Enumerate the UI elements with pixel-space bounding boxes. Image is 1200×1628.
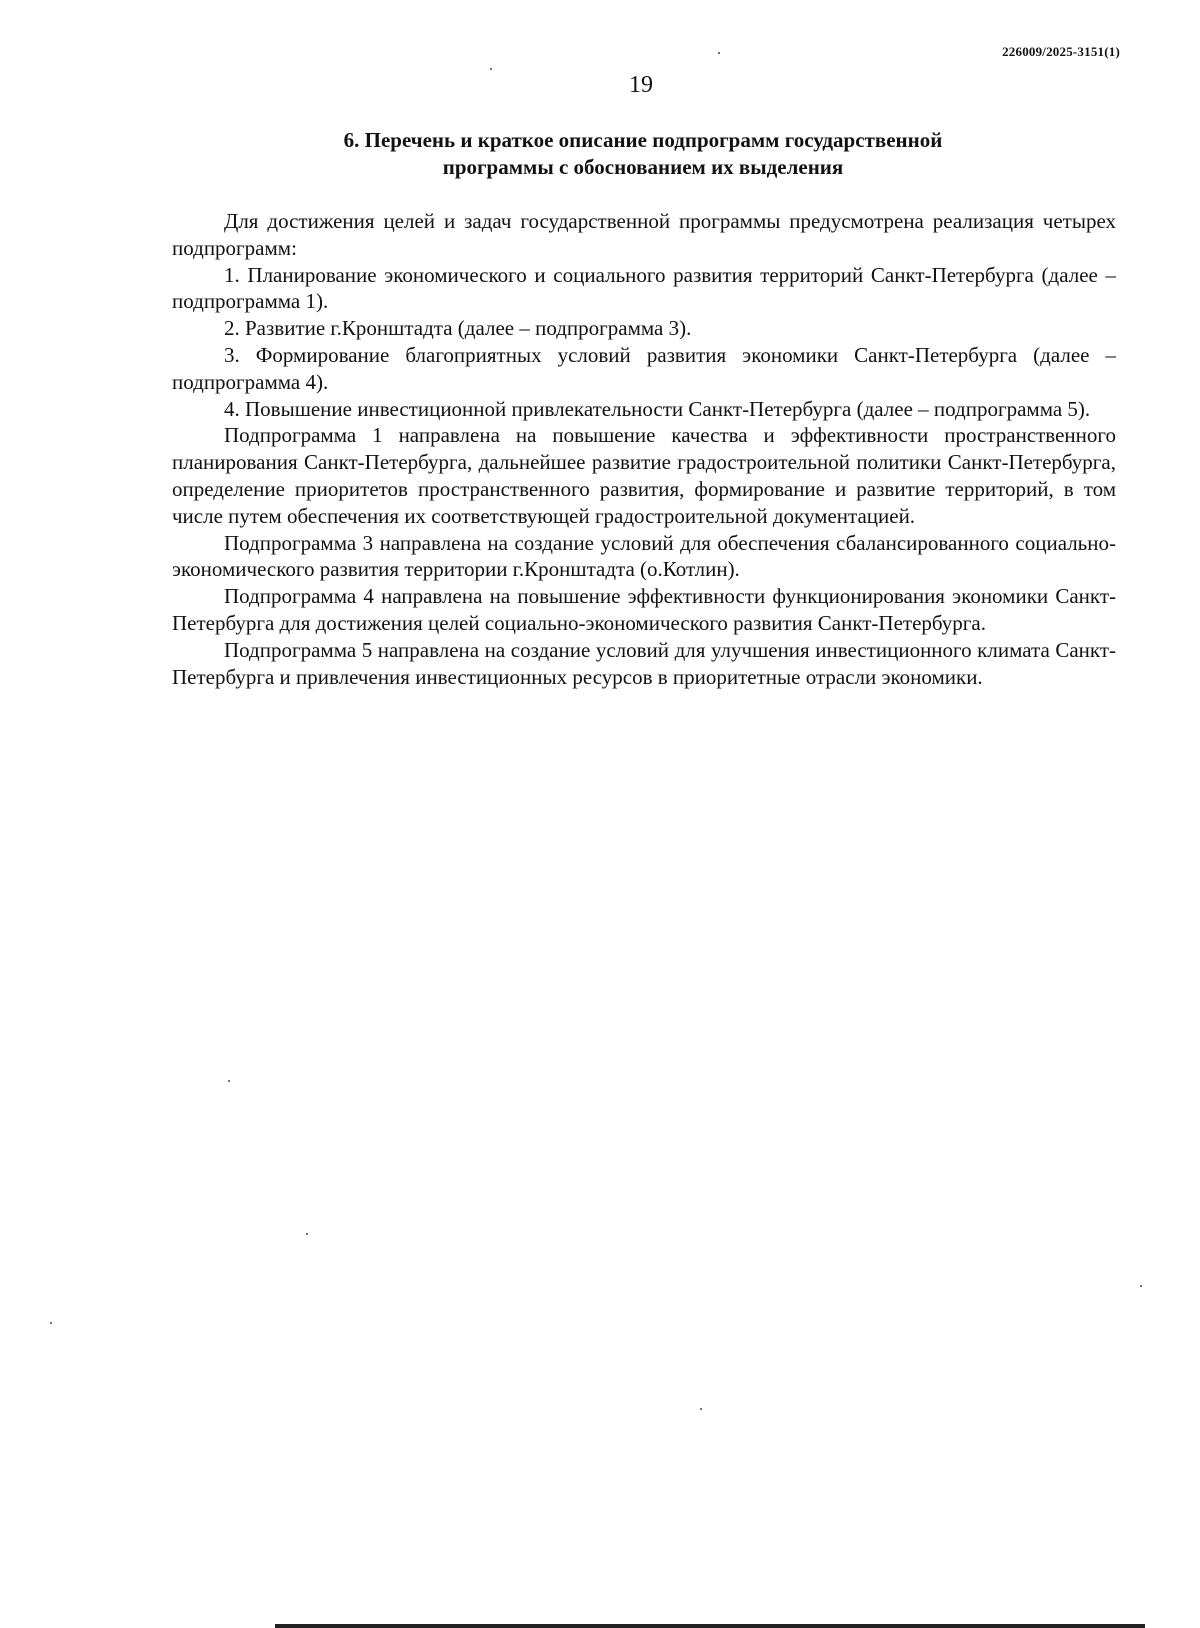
scan-bottom-edge — [275, 1624, 1145, 1628]
section-heading-line-1: 6. Перечень и краткое описание подпрограмм государственной — [343, 128, 943, 152]
paragraph-intro: Для достижения целей и задач государственной программы предусмотрена реализация четырех подпрограмм: — [172, 209, 1116, 260]
list-item-subprogram-1: 1. Планирование экономического и социального развития территорий Санкт-Петербурга (далее – подпрограмма 1). — [172, 262, 1116, 314]
scan-speck — [700, 1408, 702, 1410]
paragraph-subprogram-3-description: Подпрограмма 3 направлена на создание условий для обеспечения сбалансированного социально-экономического развития территории г.Кронштадта (о.Котлин). — [172, 530, 1116, 582]
list-item-subprogram-5: 4. Повышение инвестиционной привлекательности Санкт-Петербурга (далее – подпрограмма 5). — [224, 396, 1091, 421]
scan-speck — [228, 1080, 230, 1082]
document-registration-number: 226009/2025-3151(1) — [1002, 44, 1120, 59]
section-heading — [170, 127, 1116, 181]
scan-speck — [306, 1233, 308, 1235]
list-item-subprogram-3: 2. Развитие г.Кронштадта (далее – подпрограмма 3). — [224, 316, 692, 341]
page-number: 19 — [629, 72, 653, 98]
paragraph-subprogram-1-description: Подпрограмма 1 направлена на повышение качества и эффективности пространственного планирования Санкт-Петербурга, дальнейшее развитие градостроительной политики Санкт-Петербурга, определение приоритетов пространственного развития, формирование и развитие территорий, в том числе путем обеспечения их соответствующей градостроительной документацией. — [172, 423, 1116, 528]
scan-speck — [718, 52, 720, 54]
paragraph-subprogram-4-description: Подпрограмма 4 направлена на повышение эффективности функционирования экономики Санкт-Петербурга для достижения целей социально-экономического развития Санкт-Петербурга. — [172, 584, 1116, 635]
scan-speck — [490, 68, 492, 70]
scan-speck — [1140, 1285, 1142, 1287]
list-item-subprogram-4: 3. Формирование благоприятных условий развития экономики Санкт-Петербурга (далее – подпрограмма 4). — [172, 342, 1116, 394]
paragraph-subprogram-5-description: Подпрограмма 5 направлена на создание условий для улучшения инвестиционного климата Санкт-Петербурга и привлечения инвестиционных ресурсов в приоритетные отрасли экономики. — [172, 637, 1116, 689]
section-heading-line-2: программы с обоснованием их выделения — [442, 155, 844, 179]
document-body — [172, 208, 1116, 690]
scan-speck — [50, 1322, 52, 1324]
